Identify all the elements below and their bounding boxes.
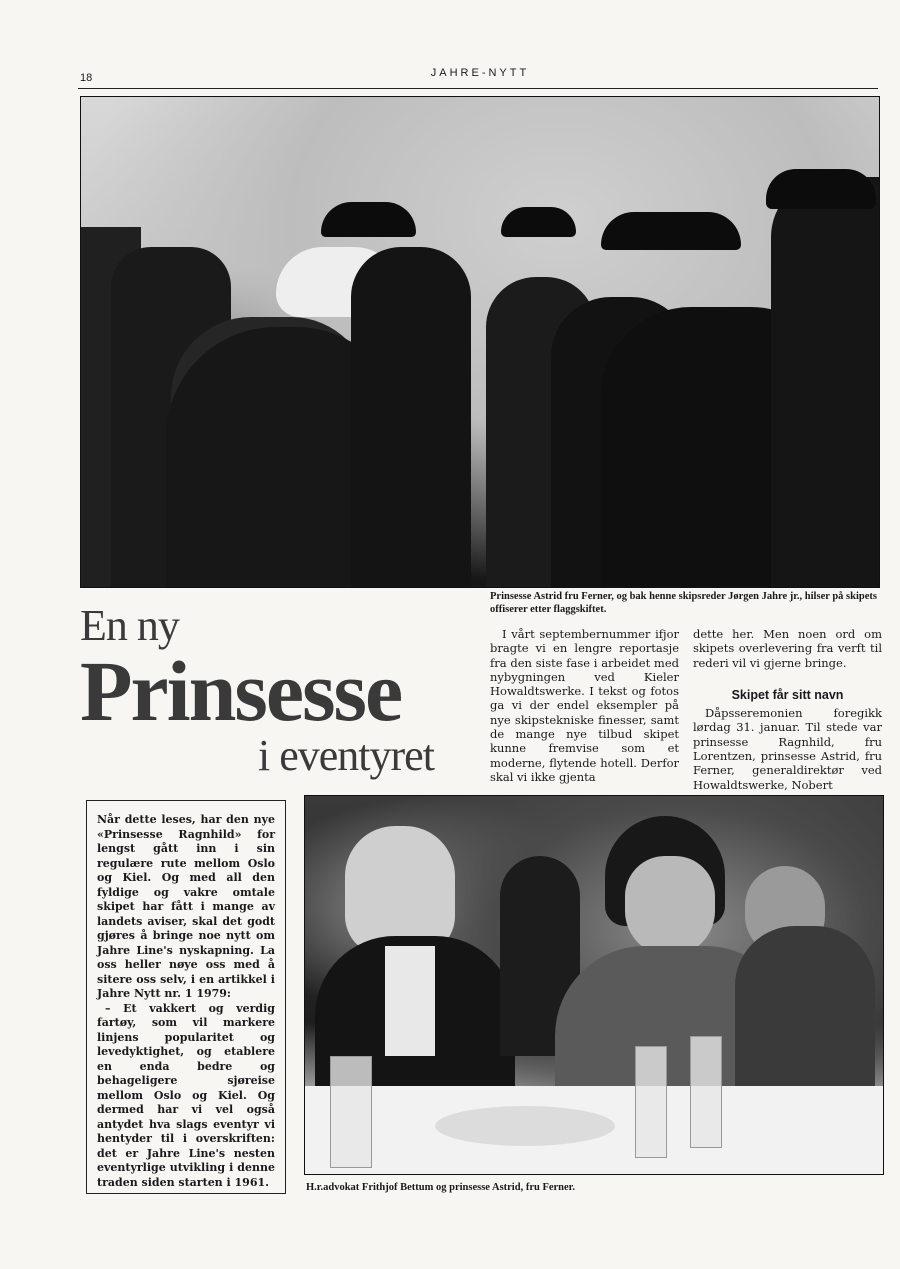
headline-line-1: En ny	[80, 601, 179, 650]
article-column-2	[693, 627, 882, 792]
photo-caption-top: Prinsesse Astrid fru Ferner, og bak henne skipsreder Jørgen Jahre jr., hilser på skipets offiserer etter flaggskiftet.	[490, 591, 877, 615]
page-number: 18	[80, 72, 93, 84]
article-column-1	[490, 627, 679, 784]
article-paragraph: I vårt septembernummer ifjor bragte vi en lengre reportasje fra den siste fase i arbeidet med nybygningen ved Kieler Howaldtswerke. I tekst og fotos ga vi der endel eksempler på nye skipstekniske finesser, samt de mange nye tilbud skipet kunne fremvise som et moderne, flytende hotell. Derfor skal vi ikke gjenta	[490, 627, 679, 784]
photo-caption-bottom: H.r.advokat Frithjof Bettum og prinsesse Astrid, fru Ferner.	[306, 1182, 575, 1193]
headline-line-3: i eventyret	[258, 731, 434, 780]
article-paragraph: dette her. Men noen ord om skipets overlevering fra verft til rederi vil vi gjerne bringe.	[693, 627, 882, 670]
header-rule	[78, 88, 878, 89]
article-subhead: Skipet får sitt navn	[731, 687, 844, 702]
sidebar-paragraph: – Et vakkert og verdig fartøy, som vil markere linjens popularitet og levedyktighet, og etablere en enda bedre og behageligere sjøreise mellom Oslo og Kiel. Og dermed har vi vel også antydet hva slags eventyr vi hentyder til i overskriften: det er Jahre Line's nesten eventyrlige utvikling i denne traden siden starten i 1961.	[97, 1001, 275, 1189]
headline-line-2: Prinsesse	[80, 643, 402, 739]
sidebar-box	[86, 800, 286, 1194]
article-paragraph: Dåpsseremonien foregikk lørdag 31. januar. Til stede var prinsesse Ragnhild, fru Lorentzen, prinsesse Astrid, fru Ferner, generaldirektør ved Howaldtswerke, Nobert	[693, 706, 882, 792]
sidebar-text	[97, 813, 275, 1190]
photo-dinner-table	[304, 795, 884, 1175]
sidebar-paragraph: Når dette leses, har den nye «Prinsesse Ragnhild» for lengst gått inn i sin regulære rute mellom Oslo og Kiel. Og med all den fyldige og vakre omtale skipet har fått i mange av landets aviser, skal det godt gjøres å bringe noe nytt om Jahre Line's nyskapning. La oss heller nøye oss med å sitere oss selv, i en artikkel i Jahre Nytt nr. 1 1979:	[97, 813, 275, 1000]
photo-officers-greeting	[80, 96, 880, 588]
running-head: JAHRE-NYTT	[430, 67, 530, 79]
